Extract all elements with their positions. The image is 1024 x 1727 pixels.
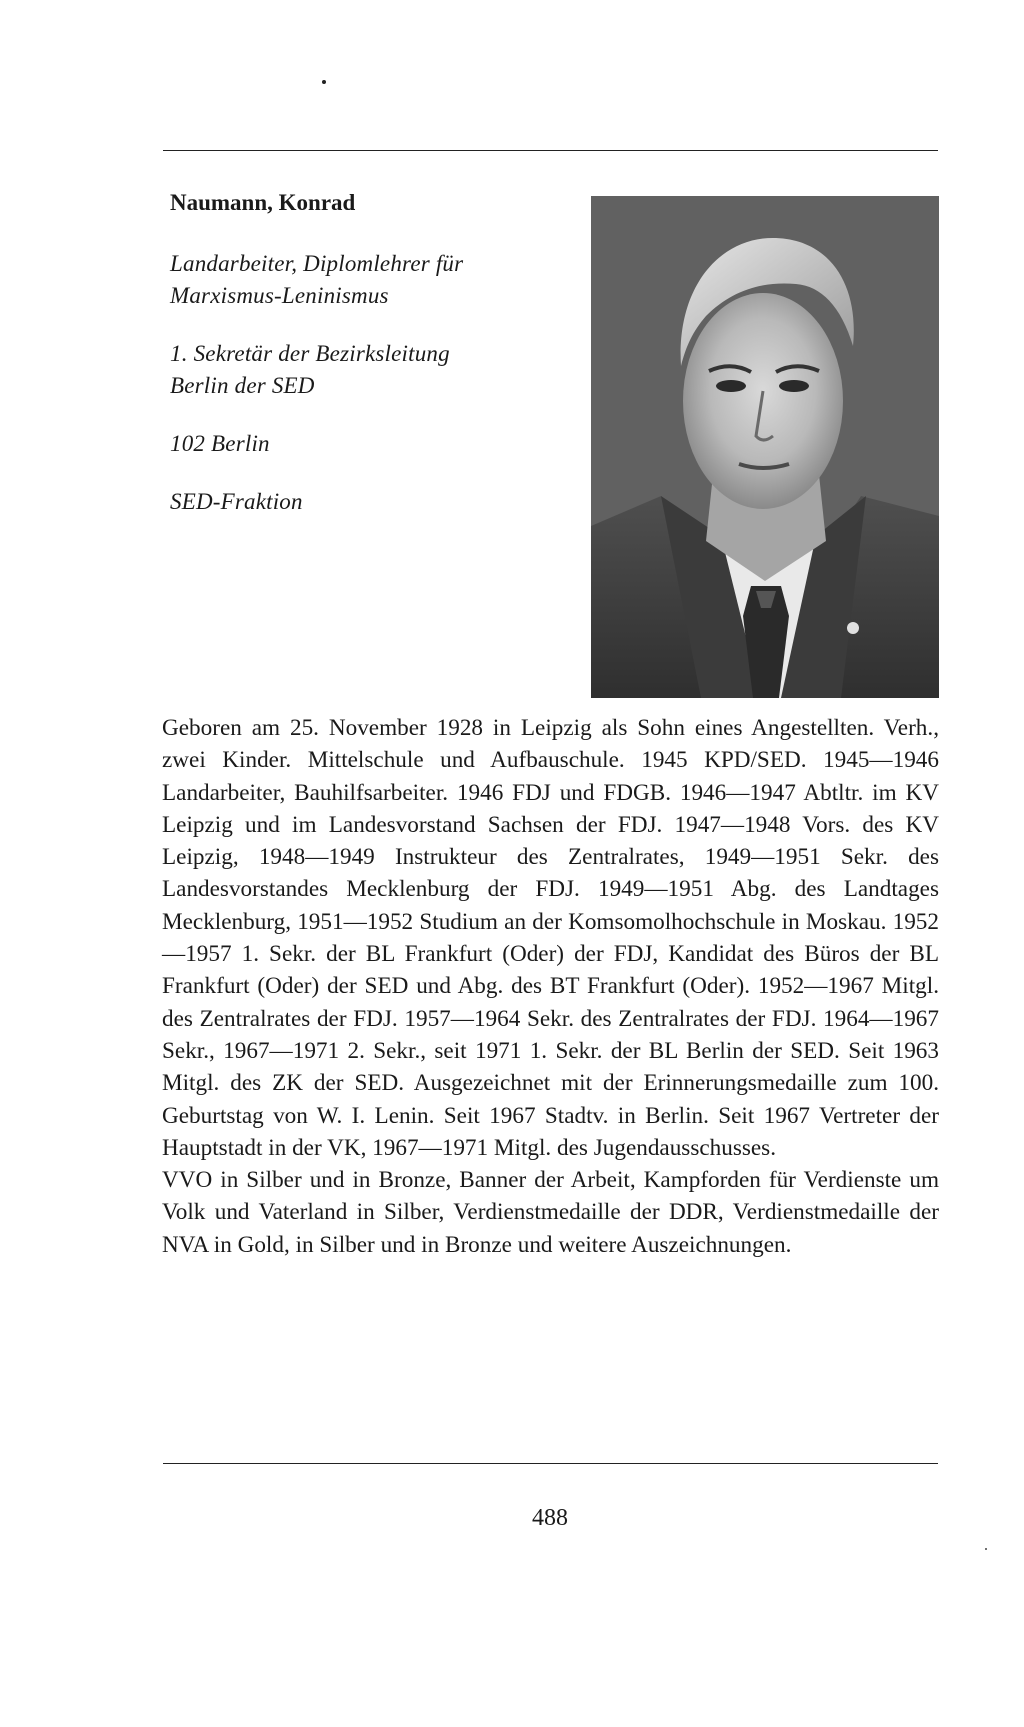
profession-line: Marxismus-Leninismus xyxy=(170,283,389,308)
position-line: Berlin der SED xyxy=(170,373,315,398)
entry-position xyxy=(170,338,570,402)
portrait-illustration xyxy=(591,196,939,698)
entry-city: 102 Berlin xyxy=(170,431,270,456)
portrait-photo xyxy=(591,196,939,698)
biography-text xyxy=(162,712,939,1261)
entry-faction: SED-Fraktion xyxy=(170,489,303,514)
entry-name: Naumann, Konrad xyxy=(170,190,356,215)
top-rule xyxy=(163,150,938,151)
page-number: 488 xyxy=(532,1505,568,1531)
print-speck xyxy=(985,1548,987,1550)
entry-profession xyxy=(170,248,570,312)
profession-line: Landarbeiter, Diplomlehrer für xyxy=(170,251,464,276)
position-line: 1. Sekretär der Bezirksleitung xyxy=(170,341,450,366)
bottom-rule xyxy=(163,1463,938,1464)
print-speck xyxy=(322,80,326,84)
biography-paragraph: Geboren am 25. November 1928 in Leipzig als Sohn eines Angestellten. Verh., zwei Kinder. Mittelschule und Aufbauschule. 1945 KPD/SED. 1945—1946 Landarbeiter, Bauhilfsarbeiter. 1946 FDJ und FDGB. 1946—1947 Abtltr. im KV Leipzig und im Landesvorstand Sachsen der FDJ. 1947—1948 Vors. des KV Leipzig, 1948—1949 Instrukteur des Zentralrates, 1949—1951 Sekr. des Landesvorstandes Mecklenburg der FDJ. 1949—1951 Abg. des Landtages Mecklenburg, 1951—1952 Studium an der Komsomolhochschule in Moskau. 1952—1957 1. Sekr. der BL Frankfurt (Oder) der FDJ, Kandidat des Büros der BL Frankfurt (Oder) der SED und Abg. des BT Frankfurt (Oder). 1952—1967 Mitgl. des Zentralrates der FDJ. 1957—1964 Sekr. des Zentralrates der FDJ. 1964—1967 Sekr., 1967—1971 2. Sekr., seit 1971 1. Sekr. der BL Berlin der SED. Seit 1963 Mitgl. des ZK der SED. Ausgezeichnet mit der Erinnerungsmedaille zum 100. Geburtstag von W. I. Lenin. Seit 1967 Stadtv. in Berlin. Seit 1967 Vertreter der Hauptstadt in der VK, 1967—1971 Mitgl. des Jugendausschusses. xyxy=(162,715,939,1161)
awards-paragraph: VVO in Silber und in Bronze, Banner der Arbeit, Kampforden für Verdienste um Volk und Vaterland in Silber, Verdienstmedaille der DDR, Verdienstmedaille der NVA in Gold, in Silber und in Bronze und weitere Auszeichnungen. xyxy=(162,1167,939,1258)
entry-header xyxy=(170,188,570,544)
